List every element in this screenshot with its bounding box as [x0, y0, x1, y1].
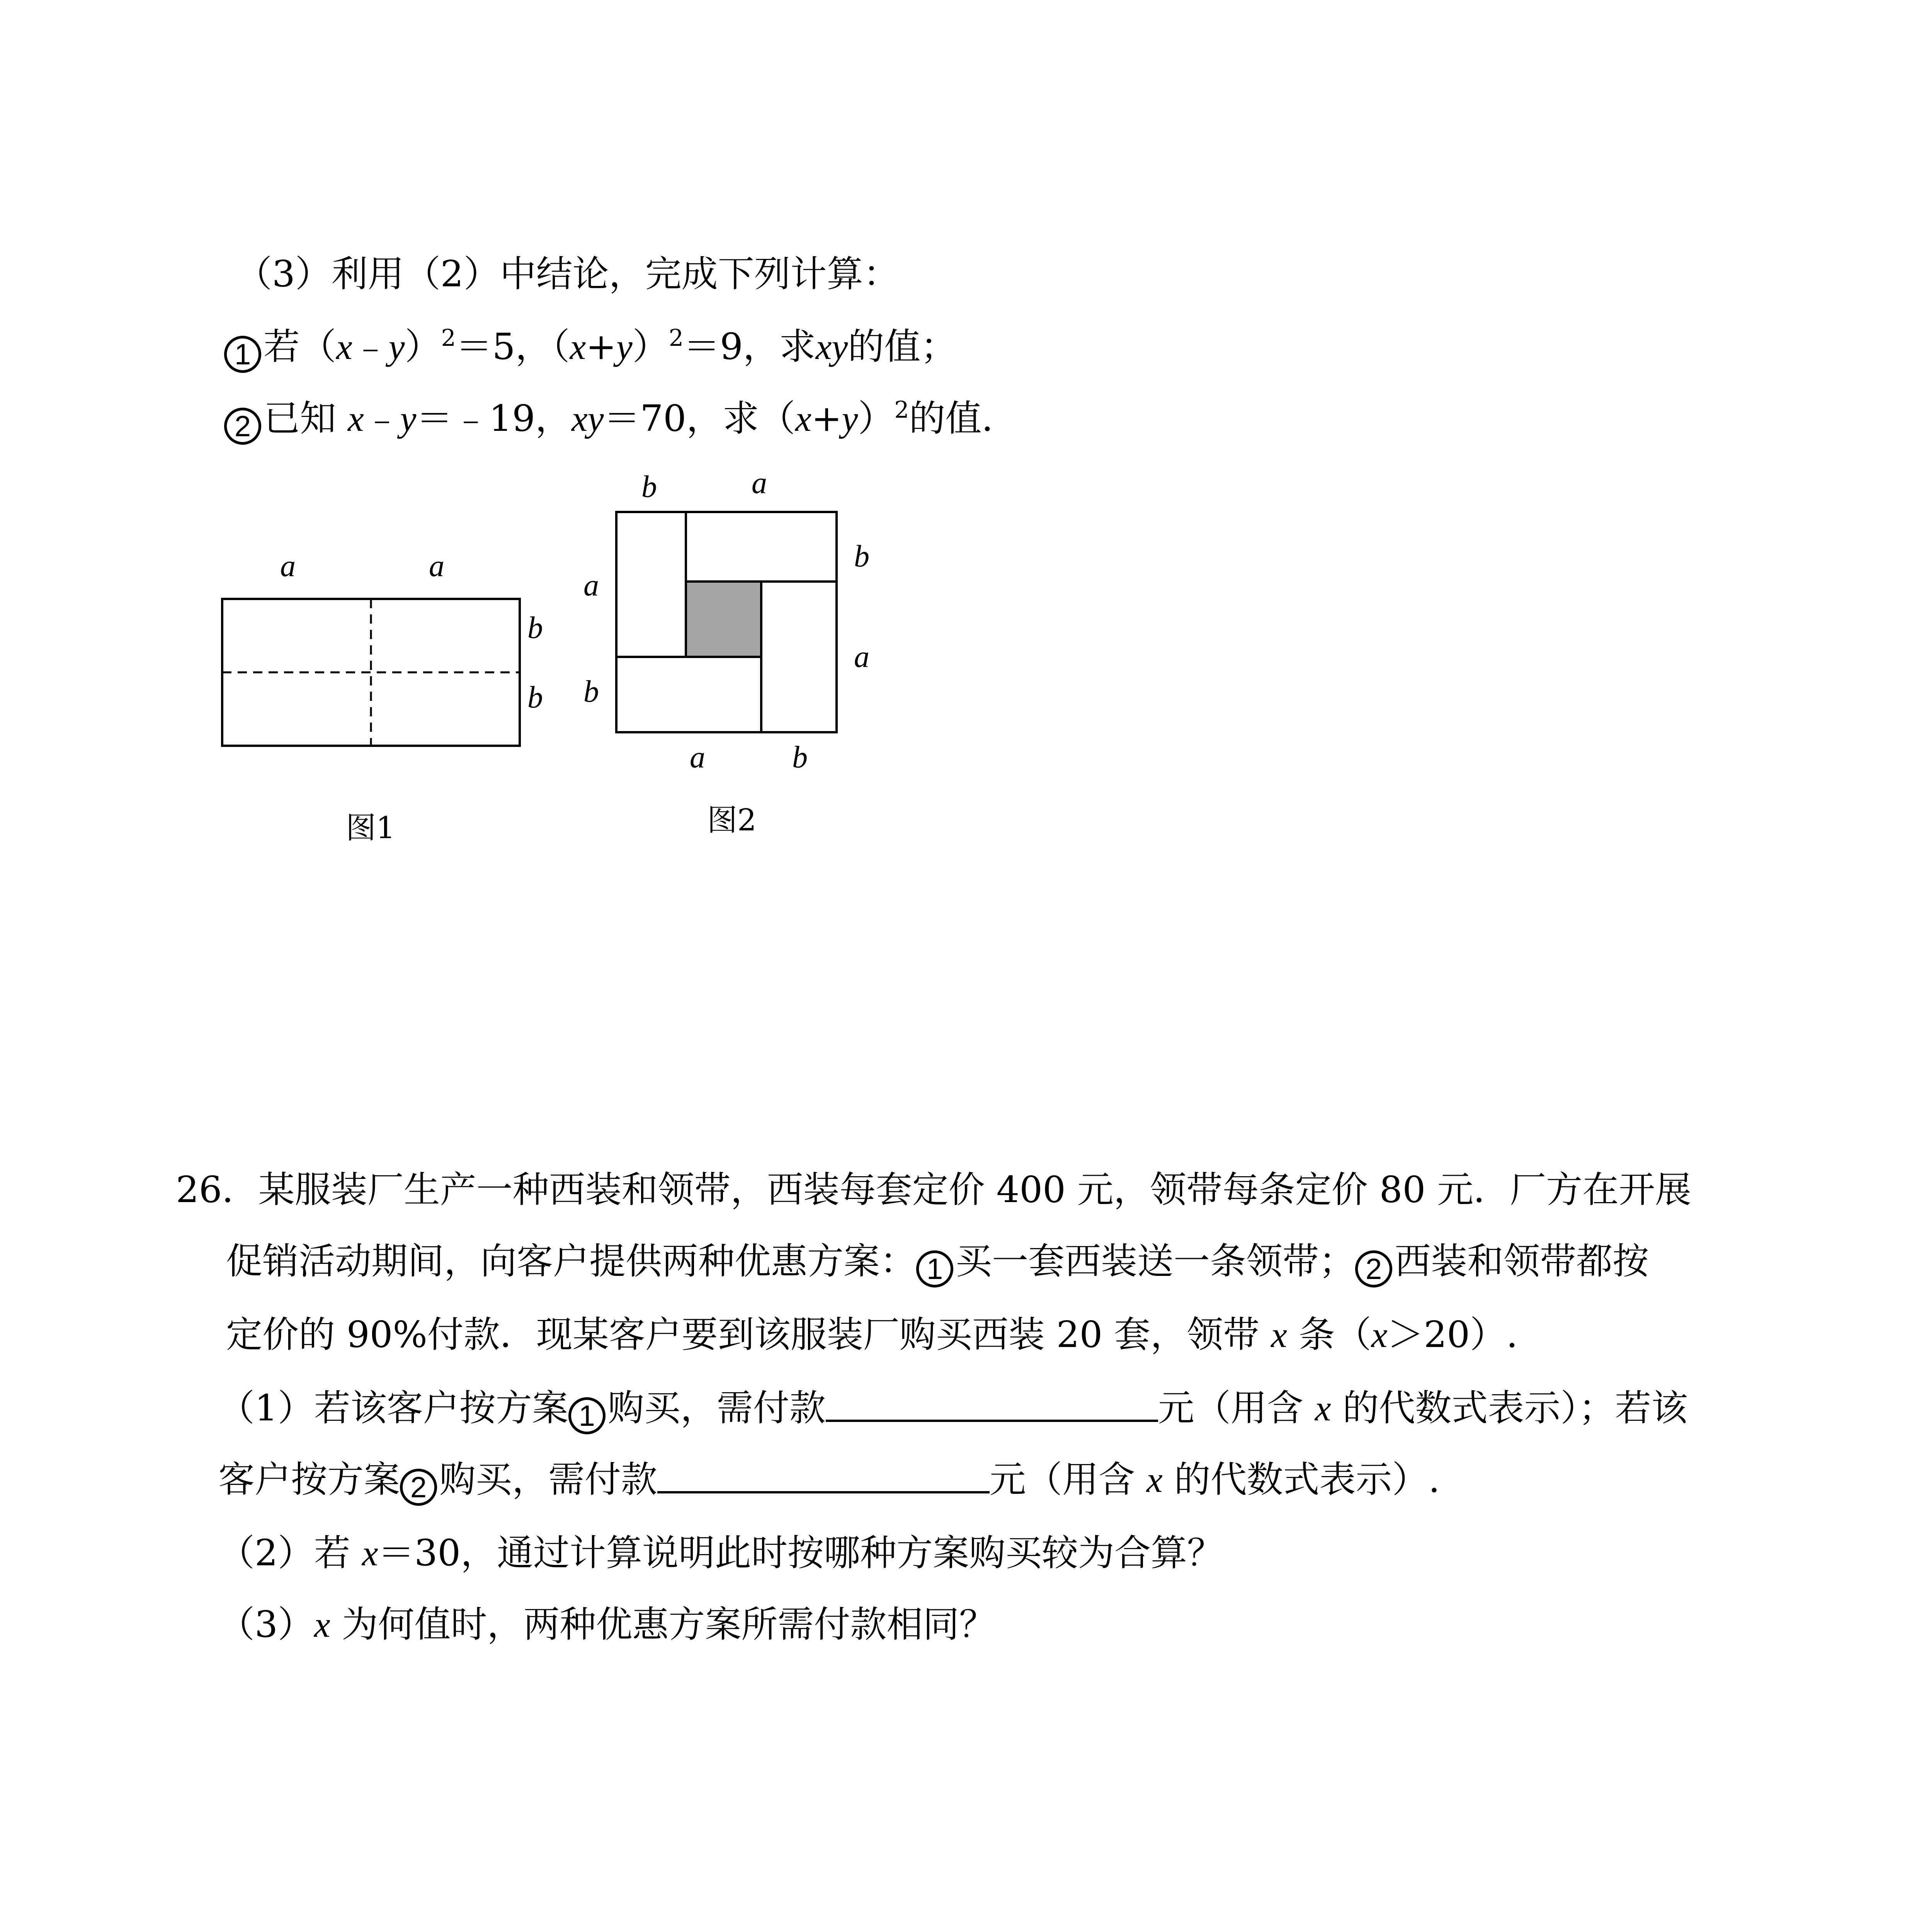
- fig1-caption: 图1: [346, 811, 395, 845]
- circled-number-2: 2: [224, 408, 261, 445]
- circled-number-1: 1: [224, 336, 261, 373]
- fig2-label-b-right: b: [854, 539, 869, 573]
- fig2-caption: 图2: [707, 803, 757, 838]
- figure-1: [216, 580, 533, 765]
- figure-2: [611, 506, 842, 738]
- q26-sub2: （2）若 x＝30，通过计算说明此时按哪种方案购买较为合算？: [218, 1532, 1224, 1574]
- fig2-label-b-bottom: b: [792, 740, 808, 774]
- fig2-rect-top: [686, 512, 837, 582]
- q26-line3: 定价的 90%付款．现某客户要到该服装厂购买西装 20 套，领带 x 条（x＞20）.: [226, 1314, 1518, 1356]
- circled-number-2: 2: [1355, 1250, 1392, 1287]
- fig1-label-a-right: a: [429, 549, 444, 583]
- answer-blank-plan2[interactable]: [657, 1458, 990, 1493]
- fig2-label-b-top: b: [641, 470, 657, 504]
- fig2-rect-left: [616, 512, 686, 657]
- q26-sub1: （1）若该客户按方案 1 购买，需付款 元（用含 x 的代数式表示）；若该: [218, 1385, 1687, 1434]
- q26-sub1-cont: 客户按方案 2 购买，需付款 元（用含 x 的代数式表示）.: [218, 1457, 1440, 1506]
- fig2-center-square: [686, 582, 761, 657]
- fig2-label-b-left: b: [583, 675, 599, 709]
- fig1-label-b-bottom: b: [527, 680, 543, 714]
- part3-item2: 2 已知 x﹣y＝﹣19，xy＝70，求$(x+y)^2$的值．: [224, 396, 1018, 446]
- fig2-rect-right: [761, 582, 837, 732]
- fig2-rect-bottom: [616, 657, 761, 732]
- answer-blank-plan1[interactable]: [826, 1386, 1158, 1422]
- fig1-label-b-top: b: [527, 611, 543, 645]
- fig2-label-a-right: a: [854, 640, 869, 674]
- part3-intro: （3）利用（2）中结论，完成下列计算：: [236, 253, 900, 295]
- q26-sub3: （3）x 为何值时，两种优惠方案所需付款相同？: [218, 1604, 996, 1646]
- fig2-label-a-left: a: [583, 568, 599, 602]
- fig2-label-a-bottom: a: [690, 740, 705, 774]
- circled-number-1: 1: [568, 1397, 606, 1434]
- q26-line1: 26．某服装厂生产一种西装和领带，西装每套定价 400 元，领带每条定价 80 元．厂方在开展: [176, 1169, 1692, 1211]
- fig2-label-a-top: a: [752, 466, 767, 500]
- fig1-label-a-left: a: [280, 549, 296, 583]
- circled-number-2: 2: [400, 1469, 437, 1506]
- circled-number-1: 1: [916, 1250, 953, 1287]
- q26-line2: 促销活动期间，向客户提供两种优惠方案： 1 买一套西装送一条领带； 2 西装和领带都按: [226, 1238, 1649, 1287]
- part3-item1: 1 若（x﹣y）$^2$＝5，$(x+y)^2=9$，求xy的值；: [224, 324, 957, 374]
